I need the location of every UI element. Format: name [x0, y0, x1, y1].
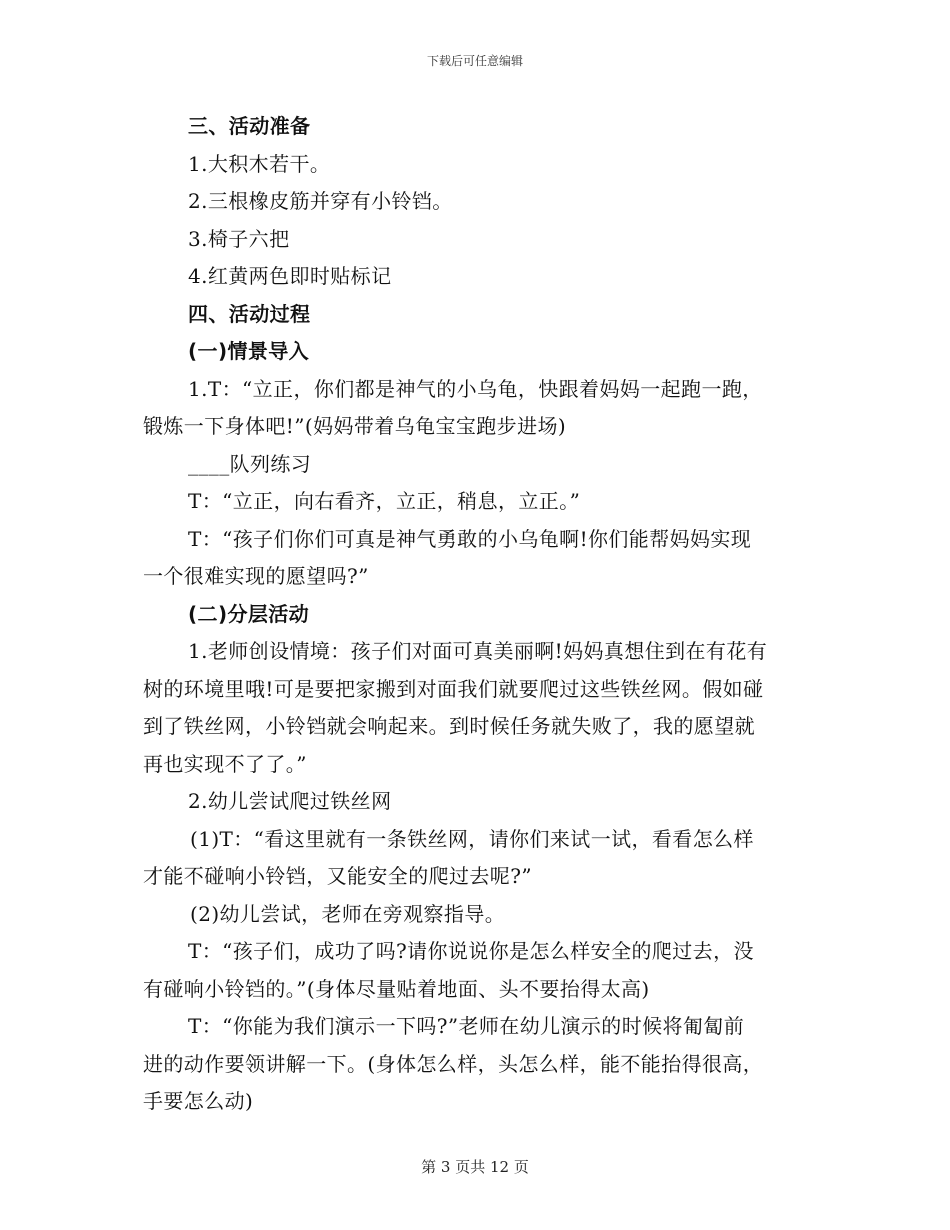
body-line: 2.幼儿尝试爬过铁丝网 [188, 789, 392, 813]
body-line: 到了铁丝网，小铃铛就会响起来。到时候任务就失败了，我的愿望就 [143, 714, 755, 738]
body-line: 才能不碰响小铃铛，又能安全的爬过去呢?” [143, 864, 532, 888]
body-line: 4.红黄两色即时贴标记 [188, 264, 392, 288]
body-line: 有碰响小铃铛的。”(身体尽量贴着地面、头不要抬得太高) [143, 976, 650, 1001]
page-footer: 第 3 页共 12 页 [421, 1158, 529, 1176]
body-line: 手要怎么动) [143, 1089, 254, 1113]
body-line: 一个很难实现的愿望吗?” [143, 564, 369, 588]
body-line: T：“立正，向右看齐，立正，稍息，立正。” [188, 489, 581, 513]
body-line: 进的动作要领讲解一下。(身体怎么样，头怎么样，能不能抬得很高， [143, 1051, 764, 1076]
section-heading: 四、活动过程 [188, 301, 311, 326]
section-heading: (一)情景导入 [188, 339, 310, 363]
body-line: T：“孩子们你们可真是神气勇敢的小乌龟啊!你们能帮妈妈实现 [188, 526, 752, 551]
body-line: ____队列练习 [188, 451, 312, 476]
body-line: 再也实现不了了。” [143, 751, 307, 776]
body-line: T：“你能为我们演示一下吗?”老师在幼儿演示的时候将匍匐前 [188, 1014, 745, 1038]
body-line: 3.椅子六把 [188, 226, 290, 251]
body-line: 锻炼一下身体吧!”(妈妈带着乌龟宝宝跑步进场) [143, 414, 567, 438]
section-heading: 三、活动准备 [188, 114, 311, 138]
body-line: (2)幼儿尝试，老师在旁观察指导。 [190, 901, 506, 926]
body-line: 1.老师创设情境：孩子们对面可真美丽啊!妈妈真想住到在有花有 [188, 639, 768, 663]
body-line: 树的环境里哦!可是要把家搬到对面我们就要爬过这些铁丝网。假如碰 [143, 676, 764, 701]
body-line: T：“孩子们，成功了吗?请你说说你是怎么样安全的爬过去，没 [188, 939, 754, 963]
body-line: 1.大积木若干。 [188, 151, 331, 176]
body-line: (1)T：“看这里就有一条铁丝网，请你们来试一试，看看怎么样 [190, 826, 754, 851]
document-body [143, 108, 803, 1121]
section-heading: (二)分层活动 [188, 601, 310, 626]
page-header-note: 下载后可任意编辑 [426, 54, 523, 68]
body-line: 1.T：“立正，你们都是神气的小乌龟，快跟着妈妈一起跑一跑， [188, 376, 763, 401]
body-line: 2.三根橡皮筋并穿有小铃铛。 [188, 189, 453, 213]
